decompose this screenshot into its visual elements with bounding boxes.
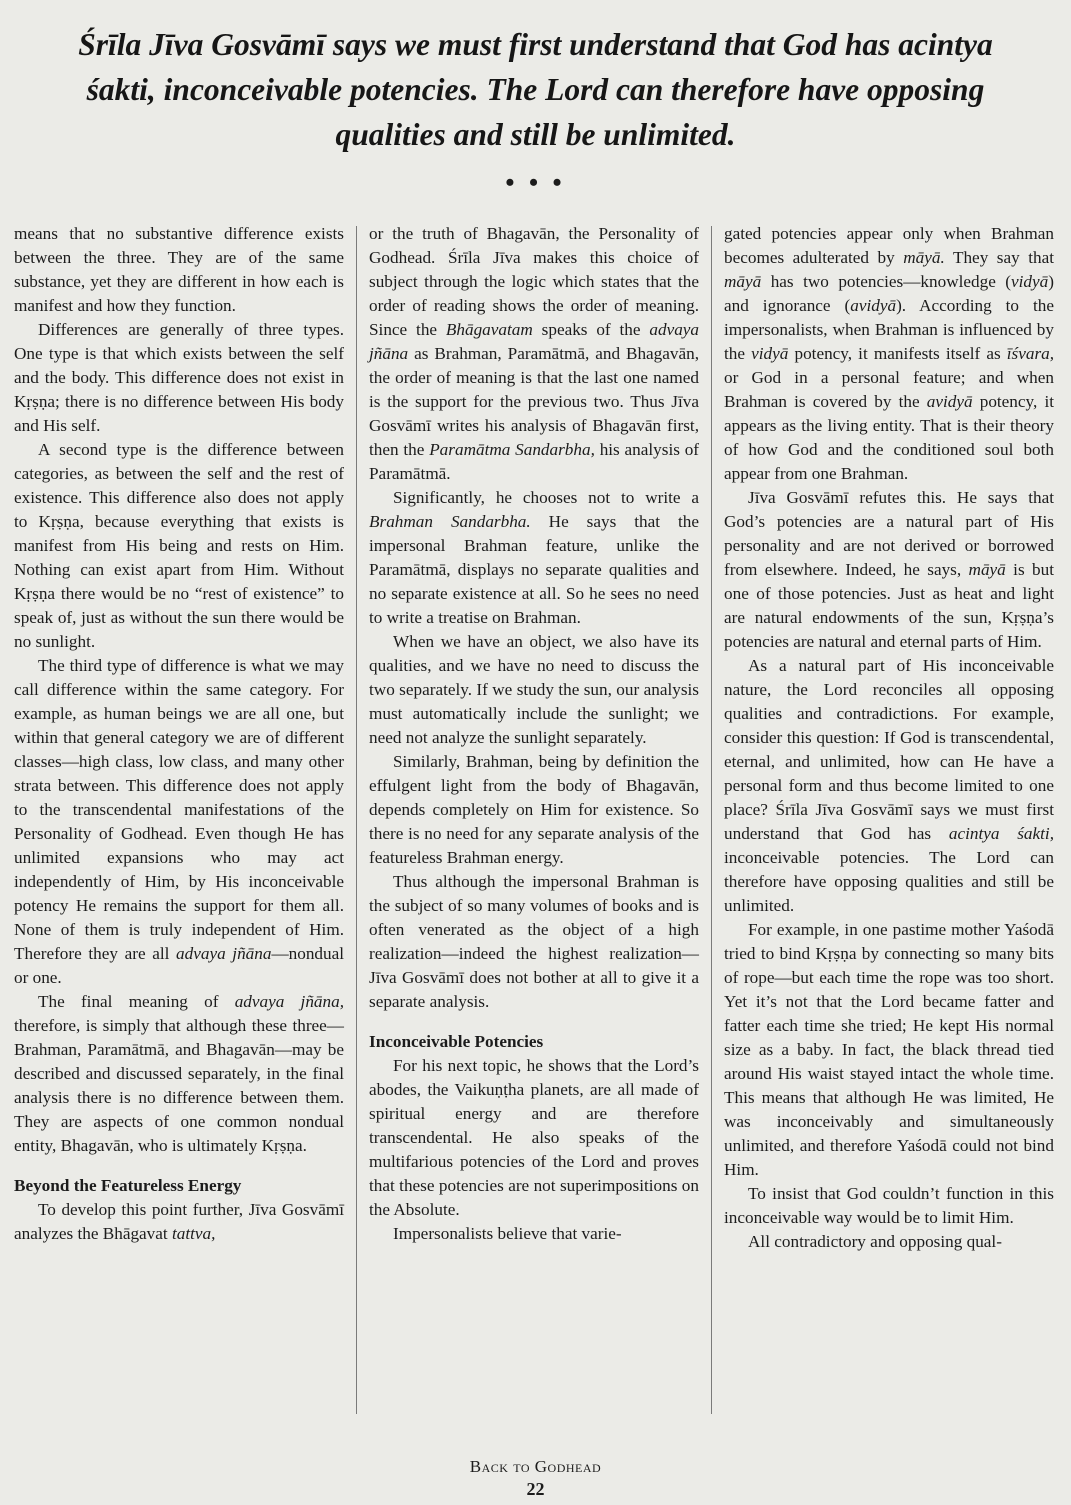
text: or the truth of Bhagavān, the Personality of Godhead. Śrīla Jīva makes this choice of subject through the logic which states that the order of reading shows the order of meaning. Since the xyxy=(369,224,699,339)
italic-term: tattva, xyxy=(171,1224,216,1243)
paragraph: Impersonalists believe that varie- xyxy=(393,1224,622,1243)
italic-term: acintya śakti, xyxy=(948,824,1054,843)
italic-term: vidyā xyxy=(751,344,789,363)
italic-term: Brahman Sandarbha. xyxy=(369,512,531,531)
paragraph: Thus although the impersonal Brahman is the subject of so many volumes of books and is often venerated as the object of a high realization—indeed the highest realization—Jīva Gosvāmī does not bother at all to give it a separate analysis. xyxy=(369,872,699,1011)
italic-term: advaya jñāna, xyxy=(234,992,345,1011)
italic-term: vidyā xyxy=(1011,272,1049,291)
text: The third type of difference is what we may call difference within the same category. For example, as human beings we are all one, but within that general category we are of different classes—high class, low class, and many other strata between. This difference does not apply to the transcendental manifestations of the Personality of Godhead. Even though He has unlimited expansions who may act independently of Him, by His inconceivable potency He remains the support for them all. None of them is truly independent of Him. Therefore they are all xyxy=(14,656,344,963)
italic-term: Paramātma Sandarbha, xyxy=(429,440,595,459)
text: potency, it appears as the living entity. That is their theory of how God and the conditioned soul both appear from one Brahman. xyxy=(724,392,1054,483)
text: ). According to the impersonalists, when Brahman is influenced by the xyxy=(724,296,1054,363)
paragraph: A second type is the difference between categories, as between the self and the rest of existence. This difference also does not apply to Kṛṣṇa, because everything that exists is manifest from His being and rests on Him. Nothing can exist apart from Him. Without Kṛṣṇa there would be no “rest of existence” to speak of, just as without the sun there would be no sunlight. xyxy=(14,440,344,651)
text: therefore, is simply that although these three—Brahman, Paramātmā, and Bhagavān—may be described and discussed separately, in the final analysis there is no difference between them. They are aspects of one common nondual entity, Bhagavān, who is ultimately Kṛṣṇa. xyxy=(14,1016,344,1155)
text: The final meaning of xyxy=(38,992,219,1011)
italic-term: advaya jñāna xyxy=(369,320,700,363)
text: Significantly, he chooses not to write a xyxy=(393,488,699,507)
italic-term: māyā xyxy=(968,560,1006,579)
italic-term: avidyā xyxy=(850,296,897,315)
paragraph: Differences are generally of three types. One type is that which exists between the self and the body. This difference does not exist in Kṛṣṇa; there is no difference between His body and His self. xyxy=(14,320,344,435)
page-number: 22 xyxy=(526,1479,545,1499)
text: is but one of those potencies. Just as heat and light are natural endowments of the sun, Kṛṣṇa’s potencies are natural and eternal parts of Him. xyxy=(724,560,1054,651)
text: has two potencies—knowledge ( xyxy=(770,272,1012,291)
italic-term: Bhāgavatam xyxy=(445,320,533,339)
paragraph xyxy=(724,486,1054,654)
section-heading: Inconceivable Potencies xyxy=(369,1032,544,1051)
column-1 xyxy=(14,222,344,1246)
italic-term: advaya jñāna xyxy=(176,944,272,963)
paragraph: When we have an object, we also have its qualities, and we have no need to discuss the two separately. If we study the sun, our analysis must automatically include the sunlight; we need not analyze the sunlight separately. xyxy=(369,632,699,747)
paragraph xyxy=(724,222,1054,486)
page-footer xyxy=(0,1456,1071,1500)
paragraph xyxy=(369,222,699,486)
text: He says that the impersonal Brahman feature, unlike the Paramātmā, displays no separate qualities and no separate existence at all. So he sees no need to write a treatise on Brahman. xyxy=(369,512,699,627)
column-divider xyxy=(711,226,712,1414)
text: As a natural part of His inconceivable nature, the Lord reconciles all opposing qualities and contradictions. For example, consider this question: If God is transcendental, eternal, and unlimited, how can He have a personal form and thus become limited to one place? Śrīla Jīva Gosvāmī says we must first understand that God has xyxy=(724,656,1054,843)
magazine-name: Back to Godhead xyxy=(469,1457,602,1476)
paragraph: means that no substantive difference exists between the three. They are of the same substance, yet they are different in how each is manifest and how they function. xyxy=(14,224,344,315)
text: To develop this point further, Jīva Gosvāmī analyzes the Bhāgavat xyxy=(14,1200,344,1243)
italic-term: māyā. xyxy=(903,248,945,267)
text: Jīva Gosvāmī refutes this. He says that God’s potencies are a natural part of His personality and are not derived or borrowed from elsewhere. Indeed, he says, xyxy=(724,488,1054,579)
paragraph xyxy=(14,1198,344,1246)
text: speaks of the xyxy=(541,320,641,339)
text: as Brahman, Paramātmā, and Bhagavān, the order of meaning is that the last one named is the support for the previous two. Thus Jīva Gosvāmī writes his analysis of Bhagavān first, then the xyxy=(369,344,700,459)
text: —nondual or one. xyxy=(14,944,345,987)
column-3 xyxy=(724,222,1054,1254)
paragraph: Similarly, Brahman, being by definition the effulgent light from the body of Bhagavān, depends completely on Him for existence. So there is no need for any separate analysis of the featureless Brahman energy. xyxy=(369,752,699,867)
paragraph xyxy=(369,486,699,630)
italic-term: avidyā xyxy=(926,392,973,411)
paragraph xyxy=(14,654,344,990)
section-heading: Beyond the Featureless Energy xyxy=(14,1176,242,1195)
text: They say that xyxy=(952,248,1054,267)
text: inconceivable potencies. The Lord can therefore have opposing qualities and still be unlimited. xyxy=(724,848,1054,915)
italic-term: īśvara, xyxy=(1006,344,1055,363)
paragraph: For example, in one pastime mother Yaśodā tried to bind Kṛṣṇa by connecting so many bits of rope—but each time the rope was too short. Yet it’s not that the Lord became fatter and fatter each time she tried; He kept His normal size as a baby. In fact, the black thread tied around His waist stayed intact the whole time. This means that although He was limited, He was inconceivably and simultaneously unlimited, and therefore Yaśodā could not bind Him. xyxy=(724,920,1054,1179)
text: or God in a personal feature; and when Brahman is covered by the xyxy=(724,368,1054,411)
text: ) and ignorance ( xyxy=(724,272,1054,315)
paragraph: For his next topic, he shows that the Lord’s abodes, the Vaikuṇṭha planets, are all made of spiritual energy and are therefore transcendental. He also speaks of the multifarious potencies of the Lord and proves that these potencies are not superimpositions on the Absolute. xyxy=(369,1056,699,1219)
paragraph xyxy=(724,654,1054,918)
paragraph: All contradictory and opposing qual- xyxy=(748,1232,1002,1251)
section-divider-dots: • • • xyxy=(505,168,566,197)
column-2 xyxy=(369,222,699,1246)
italic-term: māyā xyxy=(724,272,762,291)
column-divider xyxy=(356,226,357,1414)
pull-quote: Śrīla Jīva Gosvāmī says we must first understand that God has acintya śakti, inconceivable potencies. The Lord can therefore have opposing qualities and still be unlimited. xyxy=(78,27,993,152)
paragraph xyxy=(14,990,344,1158)
text: potency, it manifests itself as xyxy=(794,344,1001,363)
text: gated potencies appear only when Brahman becomes adulterated by xyxy=(724,224,1054,267)
paragraph: To insist that God couldn’t function in this inconceivable way would be to limit Him. xyxy=(724,1184,1054,1227)
text: his analysis of Paramātmā. xyxy=(369,440,700,483)
